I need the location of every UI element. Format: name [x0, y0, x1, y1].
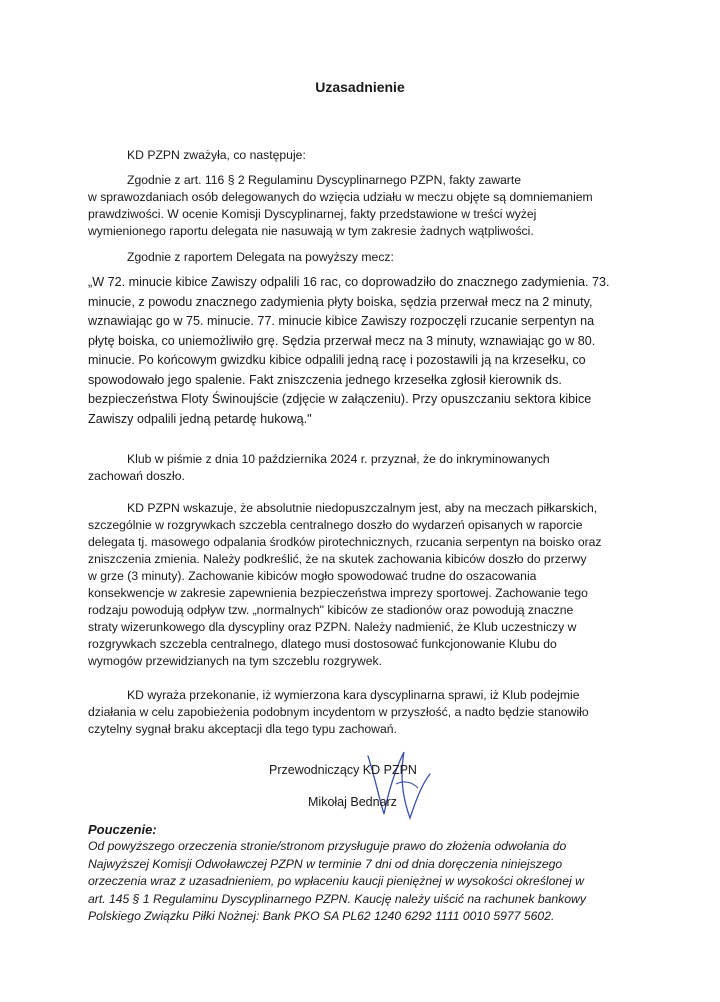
text-line: zniszczenia zmienia. Należy podkreślić, że na skutek zachowania kibiców doszło do przerwy [88, 552, 587, 566]
quote-line: minucie, z powodu znacznego zadymienia płyty boiska, sędzia przerwał mecz na 2 minuty, [88, 294, 593, 309]
text-line: w grze (3 minuty). Zachowanie kibiców mogło spowodować trudne do oszacowania [88, 569, 537, 583]
text-line: KD PZPN wskazuje, że absolutnie niedopuszczalnym jest, aby na meczach piłkarskich, [127, 501, 598, 515]
text-line: wymogów przewidzianych na tym szczeblu rozgrywek. [88, 654, 382, 668]
quote-line: „W 72. minucie kibice Zawiszy odpalili 16 rac, co doprowadziło do znacznego zadymienia. 73. [88, 275, 610, 289]
quote-line: spowodowało jego spalenie. Fakt zniszczenia jednego krzesełka zgłosił kierownik ds. [88, 372, 562, 387]
quote-line: bezpieczeństwa Floty Świnoujście (zdjęcie w załączeniu). Przy opuszczaniu sektora kibice [88, 392, 592, 406]
text-line: Klub w piśmie z dnia 10 października 2024 r. przyznał, że do inkryminowanych [127, 452, 550, 466]
text-line: prawdziwości. W ocenie Komisji Dyscyplinarnej, fakty przedstawione w treści wyżej [88, 207, 537, 221]
signatory-role: Przewodniczący KD PZPN [269, 763, 417, 777]
paragraph-assessment [88, 500, 644, 670]
instruction-text [88, 838, 644, 926]
quote-line: płytę boiska, co uniemożliwiło grę. Sędzia przerwał mecz na 3 minuty, wznawiając go w 80. [88, 333, 596, 348]
quote-line: wznawiając go w 75. minucie. 77. minucie kibice Zawiszy rozpoczęli rzucanie serpentyn na [88, 314, 595, 328]
instruction-line: Najwyższej Komisji Odwoławczej PZPN w terminie 7 dni od dnia doręczenia niniejszego [88, 856, 563, 871]
document-title: Uzasadnienie [315, 79, 405, 95]
text-line: wymienionego raportu delegata nie nasuwają w tym zakresie żadnych wątpliwości. [88, 224, 534, 238]
text-line: rozgrywkach szczebla centralnego, dlatego musi dostosować funkcjonowanie Klubu do [88, 637, 557, 651]
text-line: działania w celu zapobieżenia podobnym incydentom w przyszłość, a nadto będzie stanowiło [88, 705, 589, 719]
handwritten-signature [360, 744, 440, 824]
text-line: straty wizerunkowego dla dyscypliny oraz PZPN. Należy nadmienić, że Klub uczestniczy w [88, 620, 577, 634]
paragraph-club-admission [88, 451, 644, 485]
text-line: KD wyraża przekonanie, iż wymierzona kara dyscyplinarna sprawi, iż Klub podejmie [127, 688, 580, 702]
instruction-line: Od powyższego orzeczenia stronie/stronom przysługuje prawo do złożenia odwołania do [88, 839, 567, 853]
text-line: zachowań doszło. [88, 469, 185, 483]
text-line: czytelny sygnał braku akceptacji dla tego typu zachowań. [88, 722, 397, 736]
instruction-line: Polskiego Związku Piłki Nożnej: Bank PKO SA PL62 1240 6292 1111 0010 5977 5602. [88, 909, 555, 923]
text-line: w sprawozdaniach osób delegowanych do wzięcia udziału w meczu objęte są domniemaniem [88, 190, 593, 204]
text-line: szczególnie w rozgrywkach szczebla centralnego doszło do wydarzeń opisanych w raporcie [88, 518, 583, 532]
instruction-line: art. 145 § 1 Regulaminu Dyscyplinarnego PZPN. Kaucję należy uiścić na rachunek bankowy [88, 891, 586, 906]
instruction-heading: Pouczenie: [88, 822, 157, 837]
text-line: Zgodnie z art. 116 § 2 Regulaminu Dyscyplinarnego PZPN, fakty zawarte [127, 173, 522, 187]
text-line: konsekwencje w zakresie zapewnienia bezpieczeństwa imprezy sportowej. Zachowanie tego [88, 586, 588, 600]
paragraph-report-intro: Zgodnie z raportem Delegata na powyższy mecz: [127, 250, 394, 264]
signatory-name: Mikołaj Bednarz [308, 795, 397, 809]
text-line: rodzaju powodują odpływ tzw. „normalnych" kibiców ze stadionów oraz powodują znaczne [88, 603, 574, 617]
paragraph-intro: KD PZPN zważyła, co następuje: [127, 148, 306, 162]
paragraph-conclusion [88, 687, 644, 738]
text-line: delegata tj. masowego odpalania środków pirotechnicznych, rzucania serpentyn na boisko oraz [88, 535, 602, 549]
instruction-line: orzeczenia wraz z uzasadnieniem, po wpłaceniu kaucji pieniężnej w wysokości określonej w [88, 874, 584, 888]
paragraph-regulation [88, 172, 644, 240]
report-quote [88, 273, 644, 429]
quote-line: Zawiszy odpalili jedną petardę hukową." [88, 411, 312, 426]
quote-line: minucie. Po końcowym gwizdku kibice odpalili jedną racę i pozostawili ją na krzesełku, co [88, 353, 586, 367]
